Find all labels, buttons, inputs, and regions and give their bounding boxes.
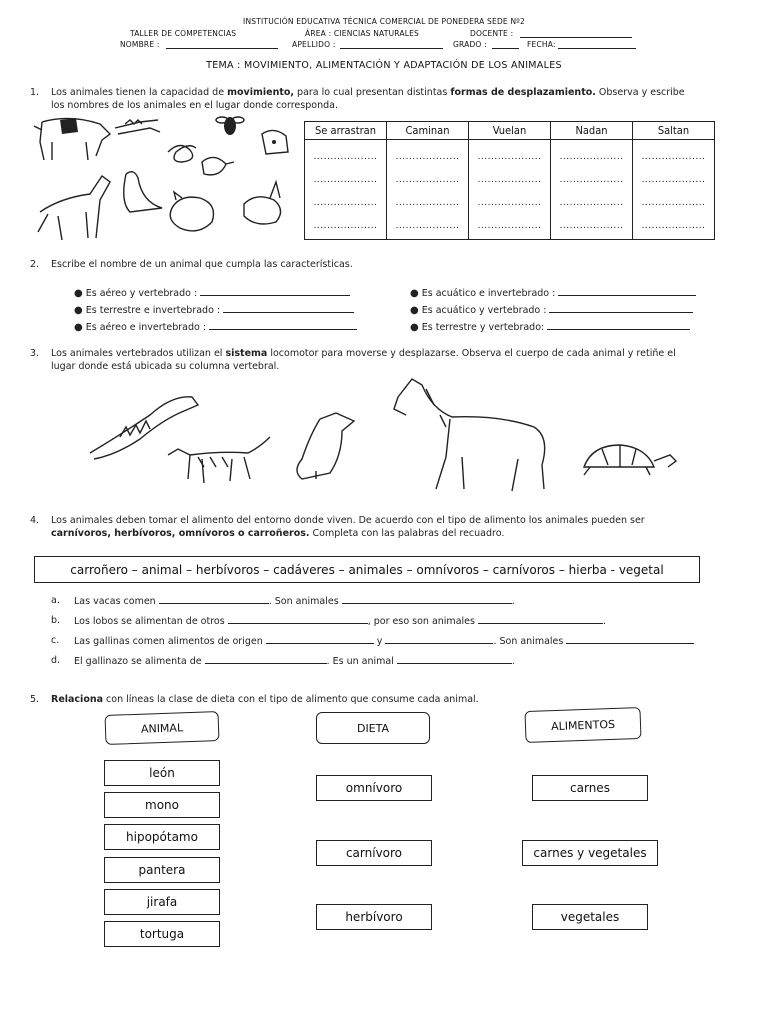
q4-d-blank-2[interactable] [397, 654, 512, 664]
q2-left-line-3[interactable] [209, 320, 357, 330]
q4-text-2: carnívoros, herbívoros, omnívoros o carroñeros. Completa con las palabras del recuadro. [51, 528, 505, 539]
q2-left-item-1: ● Es aéreo y vertebrado : [74, 286, 350, 300]
dieta-carnivoro[interactable]: carnívoro [316, 840, 432, 866]
docente-label: DOCENTE : [470, 29, 514, 38]
q4-b-letter: b. [51, 615, 61, 626]
crocodile-drawing [115, 120, 160, 134]
tema-title: TEMA : MOVIMIENTO, ALIMENTACIÓN Y ADAPTACIÓN DE LOS ANIMALES [206, 60, 562, 71]
q4-d-letter: d. [51, 655, 61, 666]
q4-number: 4. [30, 515, 40, 526]
q4-c-blank-3[interactable] [566, 634, 694, 644]
apellido-field[interactable] [340, 48, 443, 49]
fecha-field[interactable] [558, 48, 636, 49]
q4-c-letter: c. [51, 635, 60, 646]
q2-left-item-3: ● Es aéreo e invertebrado : [74, 320, 357, 334]
institution-title: INSTITUCIÓN EDUCATIVA TÉCNICA COMERCIAL DE PONEDERA SEDE Nº2 [243, 17, 525, 26]
walking-cat-drawing [168, 437, 270, 483]
q4-b-blank-2[interactable] [478, 614, 603, 624]
q5-text: Relaciona con líneas la clase de dieta con el tipo de alimento que consume cada animal. [51, 694, 479, 705]
alimento-carnes-y-vegetales[interactable]: carnes y vegetales [522, 840, 658, 866]
q1-number: 1. [30, 87, 40, 98]
q4-c-blank-2[interactable] [385, 634, 493, 644]
cell-nadan[interactable]: ................... ................... ................... ................... [551, 140, 633, 240]
q4-item-d: El gallinazo se alimenta de . Es un animal . [74, 656, 515, 667]
cow-drawing [34, 118, 110, 160]
q2-number: 2. [30, 259, 40, 270]
animal-tortuga[interactable]: tortuga [104, 921, 220, 947]
animal-hipopotamo[interactable]: hipopótamo [104, 824, 220, 850]
q4-text: Los animales deben tomar el alimento del entorno donde viven. De acuerdo con el tipo de alimento los animales pueden ser [51, 515, 645, 526]
q1-text-2: los nombres de los animales en el lugar donde corresponda. [51, 100, 338, 111]
q3-text-2: lugar donde está ubicada su columna vertebral. [51, 361, 280, 372]
col-saltan: Saltan [633, 122, 715, 140]
q4-a-letter: a. [51, 595, 60, 606]
q1-text: Los animales tienen la capacidad de movimiento, para lo cual presentan distintas formas de desplazamiento. Observa y escribe [51, 87, 685, 98]
nombre-field[interactable] [166, 48, 278, 49]
area-label: ÁREA : CIENCIAS NATURALES [305, 29, 419, 38]
animal-pantera[interactable]: pantera [104, 857, 220, 883]
bird-drawing [202, 157, 234, 174]
animal-mono[interactable]: mono [104, 792, 220, 818]
q2-right-item-1: ● Es acuático e invertebrado : [410, 286, 696, 300]
q3-number: 3. [30, 348, 40, 359]
header-animal: ANIMAL [105, 711, 220, 745]
alimento-vegetales[interactable]: vegetales [532, 904, 648, 930]
q4-c-blank-1[interactable] [266, 634, 374, 644]
q2-right-line-2[interactable] [549, 303, 693, 313]
grado-field[interactable] [492, 48, 519, 49]
snake-drawing [168, 145, 196, 162]
q2-left-line-2[interactable] [223, 303, 354, 313]
q4-item-b: Los lobos se alimentan de otros , por eso son animales . [74, 616, 607, 627]
q2-left-item-2: ● Es terrestre e invertebrado : [74, 303, 354, 317]
seal-drawing [124, 172, 162, 212]
header-dieta: DIETA [316, 712, 430, 744]
cell-vuelan[interactable]: ................... ................... ................... ................... [469, 140, 551, 240]
col-vuelan: Vuelan [469, 122, 551, 140]
rabbit-drawing [244, 182, 281, 224]
q4-b-blank-1[interactable] [228, 614, 368, 624]
animal-jirafa[interactable]: jirafa [104, 889, 220, 915]
alimento-carnes[interactable]: carnes [532, 775, 648, 801]
cell-saltan[interactable]: ................... ................... ................... ................... [633, 140, 715, 240]
apellido-label: APELLIDO : [292, 40, 336, 49]
turtle-drawing [584, 445, 676, 475]
q4-d-blank-1[interactable] [205, 654, 327, 664]
cell-caminan[interactable]: ................... ................... ................... ................... [387, 140, 469, 240]
dieta-omnivoro[interactable]: omnívoro [316, 775, 432, 801]
q2-right-line-1[interactable] [558, 286, 696, 296]
grado-label: GRADO : [453, 40, 487, 49]
fecha-label: FECHA: [527, 40, 556, 49]
q2-right-item-3: ● Es terrestre y vertebrado: [410, 320, 690, 334]
q2-right-item-2: ● Es acuático y vertebrado : [410, 303, 693, 317]
docente-field[interactable] [520, 37, 632, 38]
cell-se-arrastran[interactable]: ................... ................... ................... ................... [305, 140, 387, 240]
col-nadan: Nadan [551, 122, 633, 140]
header-alimentos: ALIMENTOS [524, 707, 641, 743]
col-se-arrastran: Se arrastran [305, 122, 387, 140]
q2-left-line-1[interactable] [200, 286, 350, 296]
iguana-drawing [90, 397, 198, 459]
nombre-label: NOMBRE : [120, 40, 160, 49]
col-caminan: Caminan [387, 122, 469, 140]
q2-text: Escribe el nombre de un animal que cumpla las características. [51, 259, 353, 270]
taller-label: TALLER DE COMPETENCIAS [130, 29, 237, 38]
movement-table [304, 121, 715, 240]
q4-item-c: Las gallinas comen alimentos de origen y . Son animales [74, 634, 694, 648]
q3-text: Los animales vertebrados utilizan el sistema locomotor para moverse y desplazarse. Observa el cuerpo de cada animal y retiñe el [51, 348, 676, 359]
cat-drawing [170, 192, 213, 231]
vertebrates-image [80, 375, 690, 505]
bee-drawing [216, 117, 244, 135]
horse-drawing [38, 176, 110, 240]
frog-drawing [262, 130, 288, 154]
q5-number: 5. [30, 694, 40, 705]
q4-a-blank-2[interactable] [342, 594, 512, 604]
animal-leon[interactable]: león [104, 760, 220, 786]
q4-a-blank-1[interactable] [159, 594, 269, 604]
horse-drawing-large [394, 379, 545, 491]
animals-collage-image [30, 112, 300, 242]
q4-item-a: Las vacas comen . Son animales . [74, 596, 515, 607]
sitting-dog-drawing [297, 413, 354, 479]
dieta-herbivoro[interactable]: herbívoro [316, 904, 432, 930]
word-box: carroñero – animal – herbívoros – cadáveres – animales – omnívoros – carnívoros – hierba - vegetal [34, 556, 700, 583]
q2-right-line-3[interactable] [547, 320, 690, 330]
